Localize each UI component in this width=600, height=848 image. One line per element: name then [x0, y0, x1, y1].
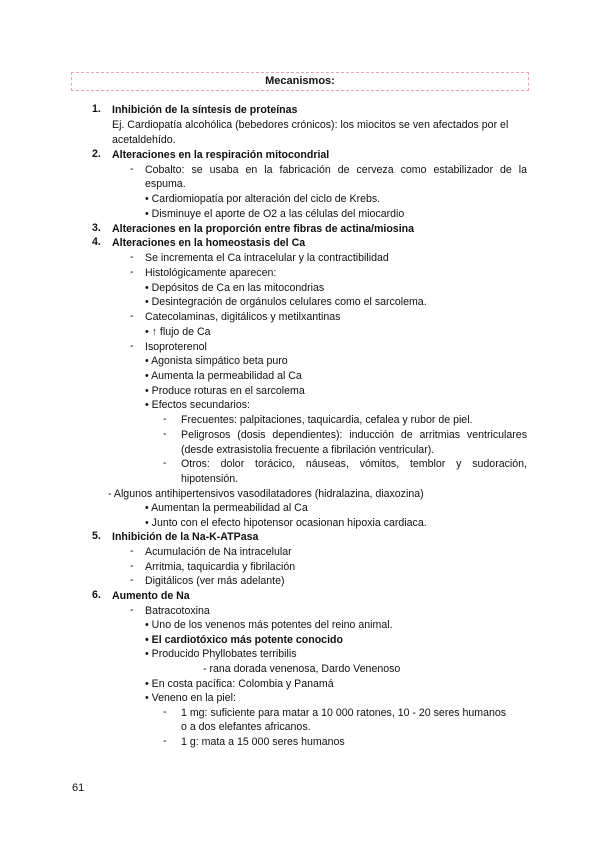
list-item: Cobalto: se usaba en la fabricación de cerveza como estabilizador de la: [145, 164, 527, 176]
list-item: Catecolaminas, digitálicos y metilxantinas: [145, 311, 341, 323]
section-heading: Alteraciones en la homeostasis del Ca: [112, 237, 306, 249]
dash-marker: -: [163, 706, 167, 718]
sub-list-item: (desde extrasistolia frecuente a fibrilación ventricular).: [181, 444, 435, 456]
dash-marker: -: [130, 574, 134, 586]
dash-marker: -: [130, 560, 134, 572]
list-item: Acumulación de Na intracelular: [145, 546, 292, 558]
list-item: Histológicamente aparecen:: [145, 267, 277, 279]
dash-marker: -: [130, 163, 134, 175]
paragraph-line: Ej. Cardiopatía alcohólica (bebedores crónicos): los miocitos se ven afectados por el: [112, 119, 509, 131]
paragraph-line: acetaldehído.: [112, 134, 176, 146]
bullet-item: • Uno de los venenos más potentes del reino animal.: [145, 619, 393, 631]
sub-list-item: Otros: dolor torácico, náuseas, vómitos, temblor y sudoración,: [181, 458, 527, 470]
bullet-item: • ↑ flujo de Ca: [145, 326, 211, 338]
bullet-item: • Depósitos de Ca en las mitocondrias: [145, 282, 325, 294]
dash-marker: -: [130, 545, 134, 557]
bullet-item: • Disminuye el aporte de O2 a las células del miocardio: [145, 208, 405, 220]
list-item: Batracotoxina: [145, 605, 210, 617]
page-number: 61: [72, 782, 85, 794]
section-number: 4.: [92, 236, 101, 248]
dash-marker: -: [163, 735, 167, 747]
sub-list-item: o a dos elefantes africanos.: [181, 721, 311, 733]
dash-marker: -: [163, 413, 167, 425]
bullet-item: • Aumentan la permeabilidad al Ca: [145, 502, 308, 514]
dash-marker: -: [130, 266, 134, 278]
dash-marker: -: [130, 604, 134, 616]
section-heading: Inhibición de la síntesis de proteínas: [112, 104, 298, 116]
bullet-item: • Desintegración de orgánulos celulares como el sarcolema.: [145, 296, 427, 308]
section-heading: Aumento de Na: [112, 590, 190, 602]
list-item: - Algunos antihipertensivos vasodilatadores (hidralazina, diaxozina): [108, 488, 424, 500]
sub-list-item: 1 mg: suficiente para matar a 10 000 ratones, 10 - 20 seres humanos: [181, 707, 507, 719]
dash-marker: -: [130, 310, 134, 322]
dash-marker: -: [163, 428, 167, 440]
bullet-item: • Cardiomiopatía por alteración del ciclo de Krebs.: [145, 193, 381, 205]
sub-list-item: Frecuentes: palpitaciones, taquicardia, cefalea y rubor de piel.: [181, 414, 473, 426]
bullet-item: • Aumenta la permeabilidad al Ca: [145, 370, 302, 382]
list-item: Arritmia, taquicardia y fibrilación: [145, 561, 296, 573]
section-number: 3.: [92, 222, 101, 234]
bullet-item: • Producido Phyllobates terribilis: [145, 648, 297, 660]
section-heading: Alteraciones en la proporción entre fibras de actina/miosina: [112, 223, 415, 235]
bullet-item: • Produce roturas en el sarcolema: [145, 385, 305, 397]
section-heading: Inhibición de la Na-K-ATPasa: [112, 531, 259, 543]
dash-marker: -: [130, 251, 134, 263]
section-number: 1.: [92, 103, 101, 115]
title-box: [71, 72, 529, 91]
section-heading: Alteraciones en la respiración mitocondrial: [112, 149, 330, 161]
sub-list-item: 1 g: mata a 15 000 seres humanos: [181, 736, 345, 748]
bullet-item: • En costa pacífica: Colombia y Panamá: [145, 678, 334, 690]
section-number: 6.: [92, 589, 101, 601]
section-number: 2.: [92, 148, 101, 160]
bullet-item: • Efectos secundarios:: [145, 399, 250, 411]
bullet-item: • Veneno en la piel:: [145, 692, 236, 704]
dash-marker: -: [163, 457, 167, 469]
dash-marker: -: [130, 340, 134, 352]
bullet-item: • Agonista simpático beta puro: [145, 355, 288, 367]
sub-list-item: Peligrosos (dosis dependientes): inducción de arritmias ventriculares: [181, 429, 527, 441]
sub-list-item: - rana dorada venenosa, Dardo Venenoso: [203, 663, 401, 675]
page-title: Mecanismos:: [265, 75, 335, 87]
sub-list-item: hipotensión.: [181, 473, 239, 485]
bullet-item: • El cardiotóxico más potente conocido: [145, 634, 343, 646]
list-item: Digitálicos (ver más adelante): [145, 575, 285, 587]
section-number: 5.: [92, 530, 101, 542]
list-item: Se incrementa el Ca intracelular y la contractibilidad: [145, 252, 389, 264]
list-item: Isoproterenol: [145, 341, 207, 353]
bullet-item: • Junto con el efecto hipotensor ocasionan hipoxia cardiaca.: [145, 517, 427, 529]
list-item: espuma.: [145, 178, 186, 190]
